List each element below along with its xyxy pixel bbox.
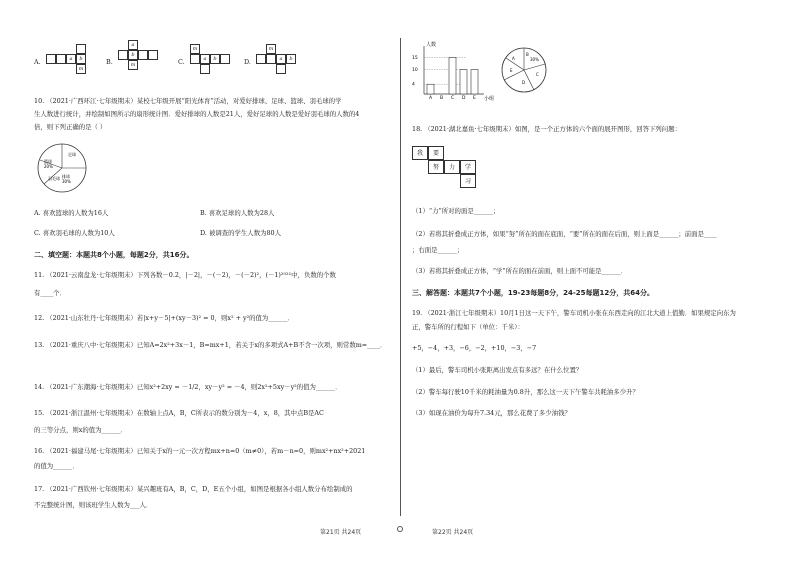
svg-text:B: B	[526, 52, 529, 57]
cube-face: 力	[444, 160, 460, 174]
x-tick-label: D	[462, 96, 466, 101]
page-divider	[400, 38, 401, 516]
cube-face: 学	[460, 160, 476, 174]
q11-line2: 有____个．	[34, 289, 66, 297]
bar-D	[460, 70, 467, 94]
left-page-number: 第21页 共24页	[320, 529, 362, 536]
option-b-label: B.	[106, 58, 113, 66]
q18-part2b: ；右面是______；	[412, 246, 464, 254]
svg-text:D: D	[522, 80, 526, 85]
bar-A	[427, 84, 434, 94]
right-page-number: 第22页 共24页	[432, 529, 474, 536]
option-a-label: A.	[34, 58, 41, 66]
q16-line1: 16. （2021·福建马尾·七年级期末）已知关于x的一元一次方程mx+n=0（m≠0），若m－n=0，则mx²+nx²+2021	[34, 447, 366, 455]
svg-text:篮球: 篮球	[44, 159, 52, 164]
svg-text:足球: 足球	[68, 152, 76, 157]
q13: 13. （2021·重庆八中·七年级期末）已知A=2x²+3x－1，B=mx+1，若关于x的多项式A+B不含一次项，则常数m=____．	[34, 341, 387, 349]
cube-face: 努	[428, 160, 444, 174]
svg-text:30%: 30%	[62, 179, 71, 184]
svg-text:20%: 20%	[44, 164, 53, 169]
q10-line1: 10. （2021·广西环江·七年级期末）某校七年级开展“阳光体育”活动，对爱好排球、足球、篮球、羽毛球的学	[34, 97, 342, 105]
q10-option-d: D. 被调查的学生人数为80人	[200, 229, 281, 237]
q15-line2: 的三等分点，则x的值为______．	[34, 426, 128, 434]
q10-pie-chart	[34, 140, 94, 196]
q10-option-a: A. 喜欢篮球的人数为16人	[34, 209, 109, 217]
svg-text:C: C	[536, 72, 539, 77]
cube-face: 我	[412, 146, 428, 160]
section-3-heading: 三、解答题：本题共7个小题，19-23每题8分，24-25每题12分，共64分。	[412, 289, 654, 297]
svg-text:30%: 30%	[530, 57, 539, 62]
q19-part1: （1）最后，警车司机小张距离出发点有多远？在什么位置？	[412, 366, 583, 374]
q11-line1: 11. （2021·云南盘龙·七年级期末）下列各数－0.2，|－2|，－(－2)，－(－2)²，(－1)²⁰²¹中，负数的个数	[34, 271, 336, 279]
q10-option-c: C. 喜欢羽毛球的人数为10人	[34, 229, 115, 237]
bar-C	[449, 57, 456, 94]
q18-part1: （1）“力”所对的面是______；	[412, 207, 500, 215]
q16-line2: 的值为______．	[34, 462, 79, 470]
q17-line2: 不完整统计图，则该班学生人数为___人．	[34, 501, 153, 509]
q10-option-b: B. 喜欢足球的人数为28人	[200, 209, 275, 217]
q18-cube-net	[412, 146, 476, 190]
q19-part3: （3）如现在油价为每升7.34元，那么花费了多少油钱？	[412, 409, 571, 417]
x-tick-label: B	[440, 96, 444, 101]
svg-text:排球: 排球	[62, 174, 70, 179]
cube-face: 要	[428, 146, 444, 160]
cube-face: 习	[460, 174, 476, 188]
left-page: A. a b m B. a b m C. m a b D. m a b 10. （2021·广西环江·七年级期末）某校七年级开展“阳光体育”活动，对爱好排球、足球、篮球、羽毛球的学 生人数进行统计，并绘制如图所示的扇形统计图．爱好排球的人数是21人，爱好足球的人数是爱好羽毛球的人数的4 倍，则下列正确的是（ ） 足球 篮球 20% 排球 30% 羽毛球 A. 喜欢篮球的人数为16人 B. 喜欢足球的人数为28人 C. 喜欢羽毛球的人数为10人 D. 被调查的学生人数为80人 二、填空题：本题共8个小题，每题2分，共16分。 11. （2021·云南盘龙·七年级期末）下列各数－0.2，|－2|，－(－2)，－(－2)²，(－1)²⁰²¹中，负数的个数 有____个． 12. （2021·山东牡丹·七年级期末）若|x+y－5|+(xy－3)² = 0，则x² + y²的值为______． 13. （2021·重庆八中·七年级期末）已知A=2x²+3x－1，B=mx+1，若关于x的多项式A+B不含一次项，则常数m=____． 14. （2021·广东潮海·七年级期末）已知x²+2xy = －1/2，xy－y² = －4，则2x²+5xy－y²的值为______． 15. （2021·浙江温州·七年级期末）在数轴上点A，B，C所表示的数分别为－4，x，8，其中点B是AC 的三等分点，则x的值为______． 16. （2021·福建马尾·七年级期末）已知关于x的一元一次方程mx+n=0（m≠0），若m－n=0，则mx²+nx²+2021 的值为______． 17. （2021·广西钦州·七年级期末）某兴趣班有A，B，C，D，E五个小组，如图是根据各小组人数分布绘制成的 不完整统计图，则该班学生人数为___人． 第21页 共24页	[34, 42, 387, 536]
q19-part2: （2）警车每行驶10千米的耗油量为0.8升，那么这一天下午警车共耗油多少升？	[412, 388, 639, 396]
bar-E	[471, 70, 478, 94]
y-tick-label: 4	[412, 82, 415, 88]
q14: 14. （2021·广东潮海·七年级期末）已知x²+2xy = －1/2，xy－y² = －4，则2x²+5xy－y²的值为______．	[34, 383, 342, 391]
q17-bar-chart	[406, 38, 496, 102]
x-tick-label: C	[451, 96, 455, 101]
q15-line1: 15. （2021·浙江温州·七年级期末）在数轴上点A，B，C所表示的数分别为－4，x，8，其中点B是AC	[34, 409, 324, 417]
section-2-heading: 二、填空题：本题共8个小题，每题2分，共16分。	[34, 251, 194, 259]
binding-circle-icon	[397, 526, 403, 532]
option-d-label: D.	[244, 58, 251, 66]
y-tick-label: 15	[412, 55, 418, 61]
svg-text:羽毛球: 羽毛球	[48, 176, 60, 181]
q18-part3: （3）若将其折叠成正方体，“学”所在的面在前面，则上面不可能是______．	[412, 267, 628, 275]
y-tick-label: 10	[412, 68, 418, 74]
q10-line2: 生人数进行统计，并绘制如图所示的扇形统计图．爱好排球的人数是21人，爱好足球的人数是爱好羽毛球的人数的4	[34, 110, 360, 118]
q19-data: +5，−4，+3，−6，−2，+10，−3，−7	[412, 344, 537, 352]
option-c-label: C.	[178, 58, 185, 66]
q10-line3: 倍，则下列正确的是（ ）	[34, 123, 107, 131]
q18-part2: （2）若将其折叠成正方体，如果“努”所在的面在底面，“要”所在的面在后面，则上面是______；前面是____	[412, 230, 717, 238]
svg-text:E: E	[510, 68, 513, 73]
x-axis-title: 小组	[484, 96, 495, 102]
q17-pie-chart	[498, 44, 554, 100]
q17-line1: 17. （2021·广西钦州·七年级期末）某兴趣班有A，B，C，D，E五个小组，如图是根据各小组人数分布绘制成的	[34, 485, 353, 493]
y-axis-title: 人数	[426, 42, 437, 48]
x-tick-label: E	[473, 96, 476, 101]
q19-line2: 正，警车所的行程如下（单位：千米）：	[412, 323, 524, 331]
q19-line1: 19. （2021·浙江七年级期末）10月1日这一天下午，警车司机小张在东西走向的江北大道上值勤．如果规定向东为	[412, 309, 736, 317]
x-tick-label: A	[429, 96, 433, 101]
q12: 12. （2021·山东牡丹·七年级期末）若|x+y－5|+(xy－3)² = 0，则x² + y²的值为______．	[34, 314, 294, 322]
q18-line1: 18. （2021·湖北嘉鱼·七年级期末）如图，是一个正方体的六个面的展开图形，回答下列问题：	[412, 125, 681, 133]
svg-text:A: A	[512, 56, 515, 61]
right-page	[402, 0, 800, 566]
